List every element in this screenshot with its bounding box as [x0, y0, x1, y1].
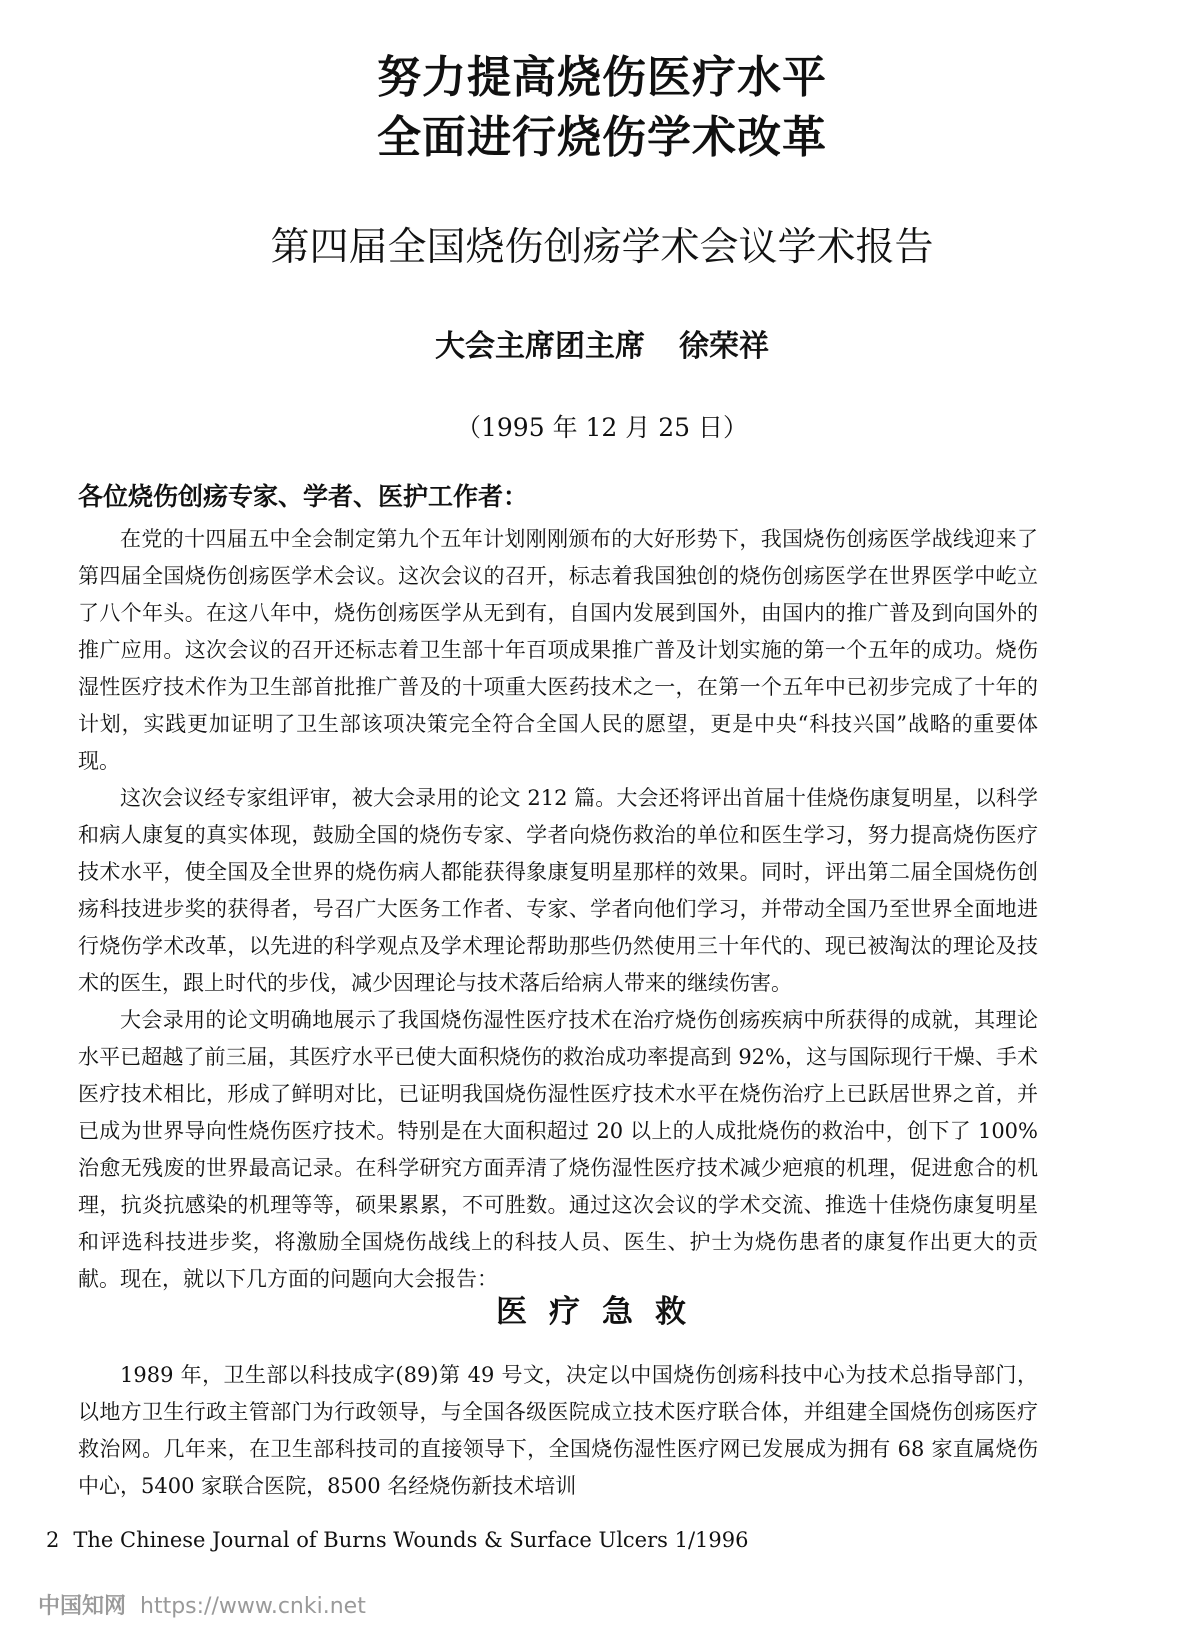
article-title-line-1: 努力提高烧伤医疗水平 [377, 52, 827, 103]
watermark-brand: 中国知网 [38, 1594, 127, 1619]
journal-citation: The Chinese Journal of Burns Wounds & Surface Ulcers 1/1996 [73, 1528, 749, 1552]
body-paragraph: 大会录用的论文明确地展示了我国烧伤湿性医疗技术在治疗烧伤创疡疾病中所获得的成就，其理论水平已超越了前三届，其医疗水平已使大面积烧伤的救治成功率提高到 92%，这与国际现行干燥、手术医疗技术相比，形成了鲜明对比，已证明我国烧伤湿性医疗技术水平在烧伤治疗上已跃居世界之首，并已成为世界导向性烧伤医疗技术。特别是在大面积超过 20 以上的人成批烧伤的救治中，创下了 100%治愈无残废的世界最高记录。在科学研究方面弄清了烧伤湿性医疗技术减少疤痕的机理，促进愈合的机理，抗炎抗感染的机理等等，硕果累累，不可胜数。通过这次会议的学术交流、推选十佳烧伤康复明星和评选科技进步奖，将激励全国烧伤战线上的科技人员、医生、护士为烧伤患者的康复作出更大的贡献。现在，就以下几方面的问题向大会报告： [78, 1008, 1038, 1291]
author-role: 大会主席团主席 [435, 329, 645, 364]
watermark-url: https://www.cnki.net [140, 1594, 366, 1619]
body-paragraph: 1989 年，卫生部以科技成字(89)第 49 号文，决定以中国烧伤创疡科技中心为技术总指导部门，以地方卫生行政主管部门为行政领导，与全国各级医院成立技术医疗联合体，并组建全国烧伤创疡医疗救治网。几年来，在卫生部科技司的直接领导下，全国烧伤湿性医疗网已发展成为拥有 68 家直属烧伤中心，5400 家联合医院，8500 名经烧伤新技术培训 [78, 1363, 1038, 1498]
intro-body [78, 521, 1038, 1298]
report-date: （1995 年 12 月 25 日） [456, 413, 748, 442]
article-subtitle: 第四届全国烧伤创疡学术会议学术报告 [270, 225, 934, 270]
article-title-line-2: 全面进行烧伤学术改革 [377, 112, 827, 163]
salutation: 各位烧伤创疡专家、学者、医护工作者： [78, 482, 529, 511]
author-name: 徐荣祥 [679, 329, 769, 364]
page-footer [46, 1530, 748, 1551]
cnki-watermark [38, 1596, 366, 1618]
section-body [78, 1357, 1038, 1505]
body-paragraph: 这次会议经专家组评审，被大会录用的论文 212 篇。大会还将评出首届十佳烧伤康复明星，以科学和病人康复的真实体现，鼓励全国的烧伤专家、学者向烧伤救治的单位和医生学习，努力提高烧伤医疗技术水平，使全国及全世界的烧伤病人都能获得象康复明星那样的效果。同时，评出第二届全国烧伤创疡科技进步奖的获得者，号召广大医务工作者、专家、学者向他们学习，并带动全国乃至世界全面地进行烧伤学术改革，以先进的科学观点及学术理论帮助那些仍然使用三十年代的、现已被淘汰的理论及技术的医生，跟上时代的步伐，减少因理论与技术落后给病人带来的继续伤害。 [78, 786, 1038, 995]
page-number: 2 [46, 1528, 60, 1552]
author-line [0, 329, 1204, 364]
section-heading: 医疗急救 [496, 1294, 708, 1330]
body-paragraph: 在党的十四届五中全会制定第九个五年计划刚刚颁布的大好形势下，我国烧伤创疡医学战线迎来了第四届全国烧伤创疡医学术会议。这次会议的召开，标志着我国独创的烧伤创疡医学在世界医学中屹立了八个年头。在这八年中，烧伤创疡医学从无到有，自国内发展到国外，由国内的推广普及到向国外的推广应用。这次会议的召开还标志着卫生部十年百项成果推广普及计划实施的第一个五年的成功。烧伤湿性医疗技术作为卫生部首批推广普及的十项重大医药技术之一，在第一个五年中已初步完成了十年的计划，实践更加证明了卫生部该项决策完全符合全国人民的愿望，更是中央“科技兴国”战略的重要体现。 [78, 527, 1038, 773]
